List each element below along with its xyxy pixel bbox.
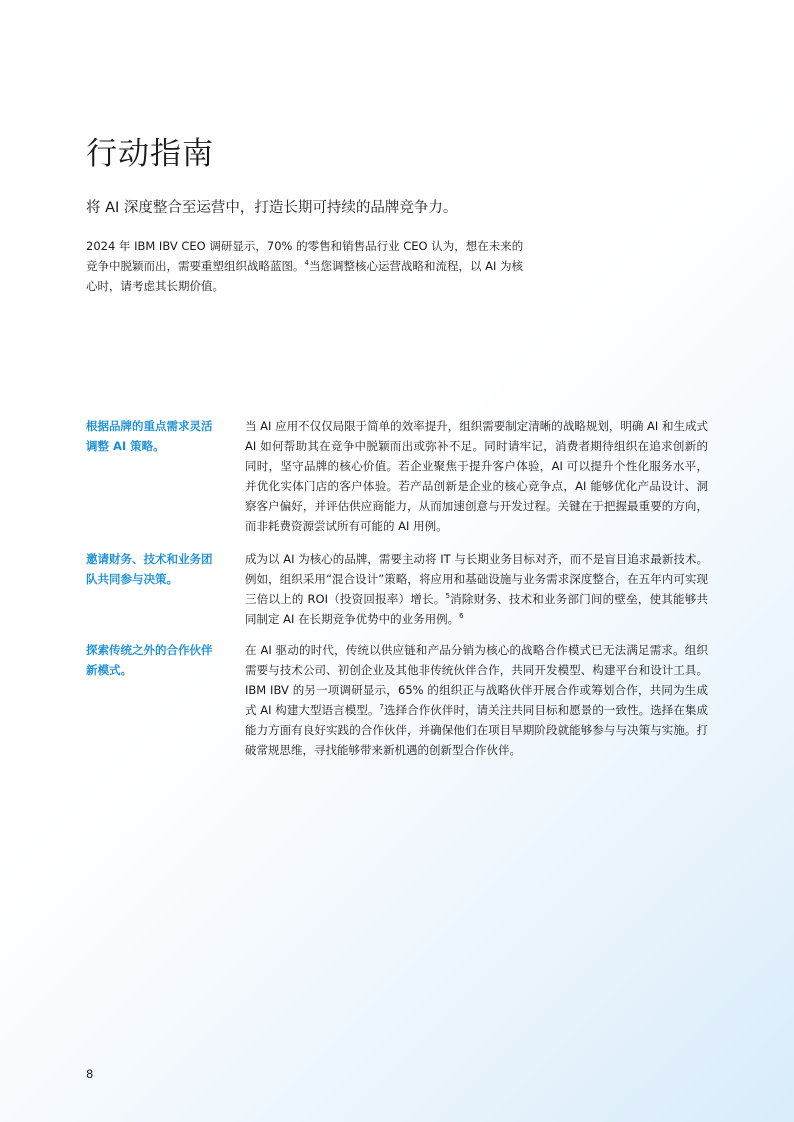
section-body [245,549,708,629]
section-heading: 探索传统之外的合作伙伴新模式。 [86,643,213,677]
section-body-text-b: 选择合作伙伴时，请关注共同目标和愿景的一致性。选择在集成能力方面有良好实践的合作伙伴，并确保他们在项目早期阶段就能够参与与决策与实施。打破常规思维，寻找能够带来新机遇的创新型合作伙伴。 [245,703,709,757]
section-body-text-a: 成为以 AI 为核心的品牌，需要主动将 IT 与长期业务目标对齐，而不是盲目追求最新技术。例如，组织采用“混合设计”策略，将应用和基础设施与业务需求深度整合，在五年内可实现三倍以上的 ROI（投资回报率）增长。 [245,552,708,606]
section-body-text-b: 消除财务、技术和业务部门间的壁垒，使其能够共同制定 AI 在长期竞争优势中的业务用例。 [245,592,708,626]
section-body-text-a: 在 AI 驱动的时代，传统以供应链和产品分销为核心的战略合作模式已无法满足需求。组织需要与技术公司、初创企业及其他非传统伙伴合作，共同开发模型、构建平台和设计工具。IBM IBV 的另一项调研显示，65% 的组织正与战略伙伴开展合作或筹划合作，共同为生成式 AI 构建大型语言模型。 [245,643,708,717]
footnote-ref-4: 4 [304,259,309,268]
page-number: 8 [86,1067,94,1081]
footnote-ref-6: 6 [459,612,464,621]
footnote-ref-7: 7 [379,703,384,712]
section-body: 当 AI 应用不仅仅局限于简单的效率提升，组织需要制定清晰的战略规划，明确 AI 和生成式 AI 如何帮助其在竞争中脱颖而出或弥补不足。同时请牢记，消费者期待组织在追求创新的同时，坚守品牌的核心价值。若企业聚焦于提升客户体验，AI 可以提升个性化服务水平，并优化实体门店的客户体验。若产品创新是企业的核心竞争点，AI 能够优化产品设计、洞察客户偏好，并评估供应商能力，从而加速创意与开发过程。关键在于把握最重要的方向，而非耗费资源尝试所有可能的 AI 用例。 [245,419,708,533]
intro-text-b: 当您调整核心运营战略和流程，以 AI 为核心时，请考虑其长期价值。 [86,259,524,293]
section-heading: 邀请财务、技术和业务团队共同参与决策。 [86,552,213,586]
page-title: 行动指南 [86,136,214,172]
intro-text-a: 2024 年 IBM IBV CEO 调研显示，70% 的零售和销售品行业 CEO 认为，想在未来的竞争中脱颖而出，需要重塑组织战略蓝图。 [86,239,524,273]
section-heading: 根据品牌的重点需求灵活调整 AI 策略。 [86,419,213,453]
intro-paragraph [86,236,526,296]
page-subtitle: 将 AI 深度整合至运营中，打造长期可持续的品牌竞争力。 [86,200,458,216]
footnote-ref-5: 5 [445,592,450,601]
section-body [245,640,708,760]
